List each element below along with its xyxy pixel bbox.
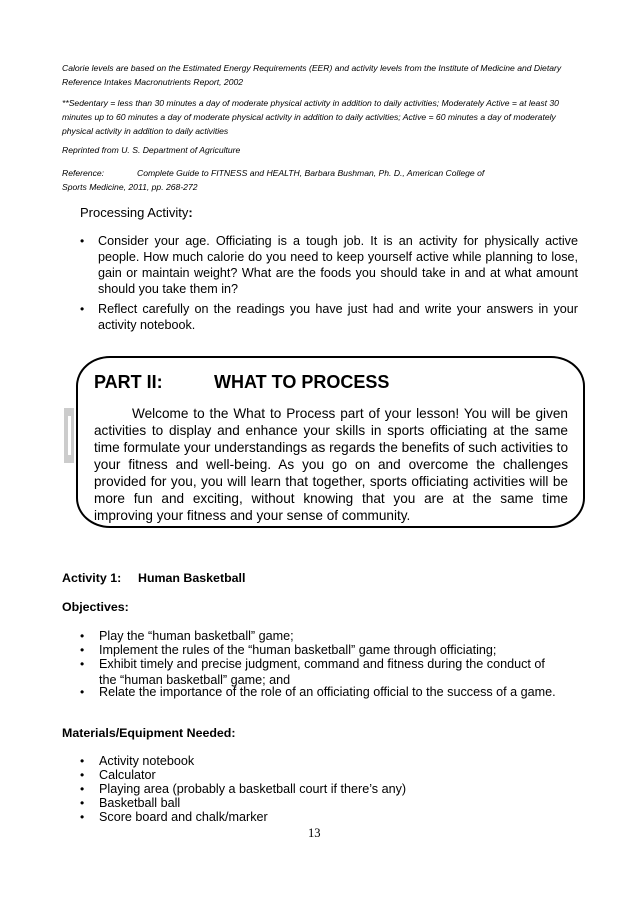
objective-item: Relate the importance of the role of an officiating official to the success of a game. xyxy=(99,685,556,699)
activity-label: Activity 1: xyxy=(62,571,122,585)
reference-text-line2: Sports Medicine, 2011, pp. 268-272 xyxy=(62,182,198,192)
reference-text: Complete Guide to FITNESS and HEALTH, Barbara Bushman, Ph. D., American College of xyxy=(137,168,485,178)
bullet-marker: • xyxy=(80,302,85,316)
material-item: Activity notebook xyxy=(99,754,195,768)
bullet-marker: • xyxy=(80,810,85,824)
processing-bullet-1: Consider your age. Officiating is a tough job. It is an activity for physically active people. How much calorie do you need to keep yourself active while planning to lose, gain or maintain weight? What are the foods you should take in and at what amount should you take them in? xyxy=(98,234,578,296)
bullet-marker: • xyxy=(80,234,85,248)
objective-item: Play the “human basketball” game; xyxy=(99,629,294,643)
materials-heading: Materials/Equipment Needed: xyxy=(62,726,236,740)
material-item: Playing area (probably a basketball court if there’s any) xyxy=(99,782,407,796)
objective-item: Implement the rules of the “human basketball” game through officiating; xyxy=(99,643,497,657)
material-item: Calculator xyxy=(99,768,156,782)
part-two-label: PART II: xyxy=(94,372,163,392)
reprinted-note: Reprinted from U. S. Department of Agriculture xyxy=(62,145,241,155)
activity-level-note: **Sedentary = less than 30 minutes a day of moderate physical activity in addition to daily activities; Moderately Active = at least 30 minutes up to 60 minutes a day of moderate physical activity in addition to daily activities; Active = 60 minutes a day of moderately physical activity in addition to daily activities xyxy=(62,98,559,136)
processing-heading: Processing Activity: xyxy=(80,205,193,220)
material-item: Basketball ball xyxy=(99,796,181,810)
bullet-marker: • xyxy=(80,685,85,699)
objectives-heading: Objectives: xyxy=(62,600,129,614)
material-item: Score board and chalk/marker xyxy=(99,810,268,824)
calorie-note: Calorie levels are based on the Estimated Energy Requirements (EER) and activity levels from the Institute of Medicine and Dietary Reference Intakes Macronutrients Report, 2002 xyxy=(62,63,562,87)
bracket-mark-inner xyxy=(68,416,71,455)
objective-item: Exhibit timely and precise judgment, command and fitness during the conduct of the “human basketball” game; and xyxy=(99,657,545,687)
page-number: 13 xyxy=(308,826,321,840)
bullet-marker: • xyxy=(80,657,85,671)
bullet-marker: • xyxy=(80,754,85,768)
processing-bullet-2: Reflect carefully on the readings you have just had and write your answers in your activity notebook. xyxy=(98,302,578,332)
bullet-marker: • xyxy=(80,768,85,782)
reference-label: Reference: xyxy=(62,168,105,178)
part-two-body: Welcome to the What to Process part of your lesson! You will be given activities to display and enhance your skills in sports officiating at the same time formulate your understandings as regards the benefits of such activities to your fitness and well-being. As you go on and overcome the challenges provided for you, you will learn that together, sports officiating activities will be more fun and exciting, without knowing that you are at the same time improving your fitness and your sense of community. xyxy=(94,406,568,523)
bullet-marker: • xyxy=(80,643,85,657)
bullet-marker: • xyxy=(80,782,85,796)
bullet-marker: • xyxy=(80,796,85,810)
part-two-title: WHAT TO PROCESS xyxy=(214,372,390,392)
activity-title: Human Basketball xyxy=(138,571,246,585)
bullet-marker: • xyxy=(80,629,85,643)
